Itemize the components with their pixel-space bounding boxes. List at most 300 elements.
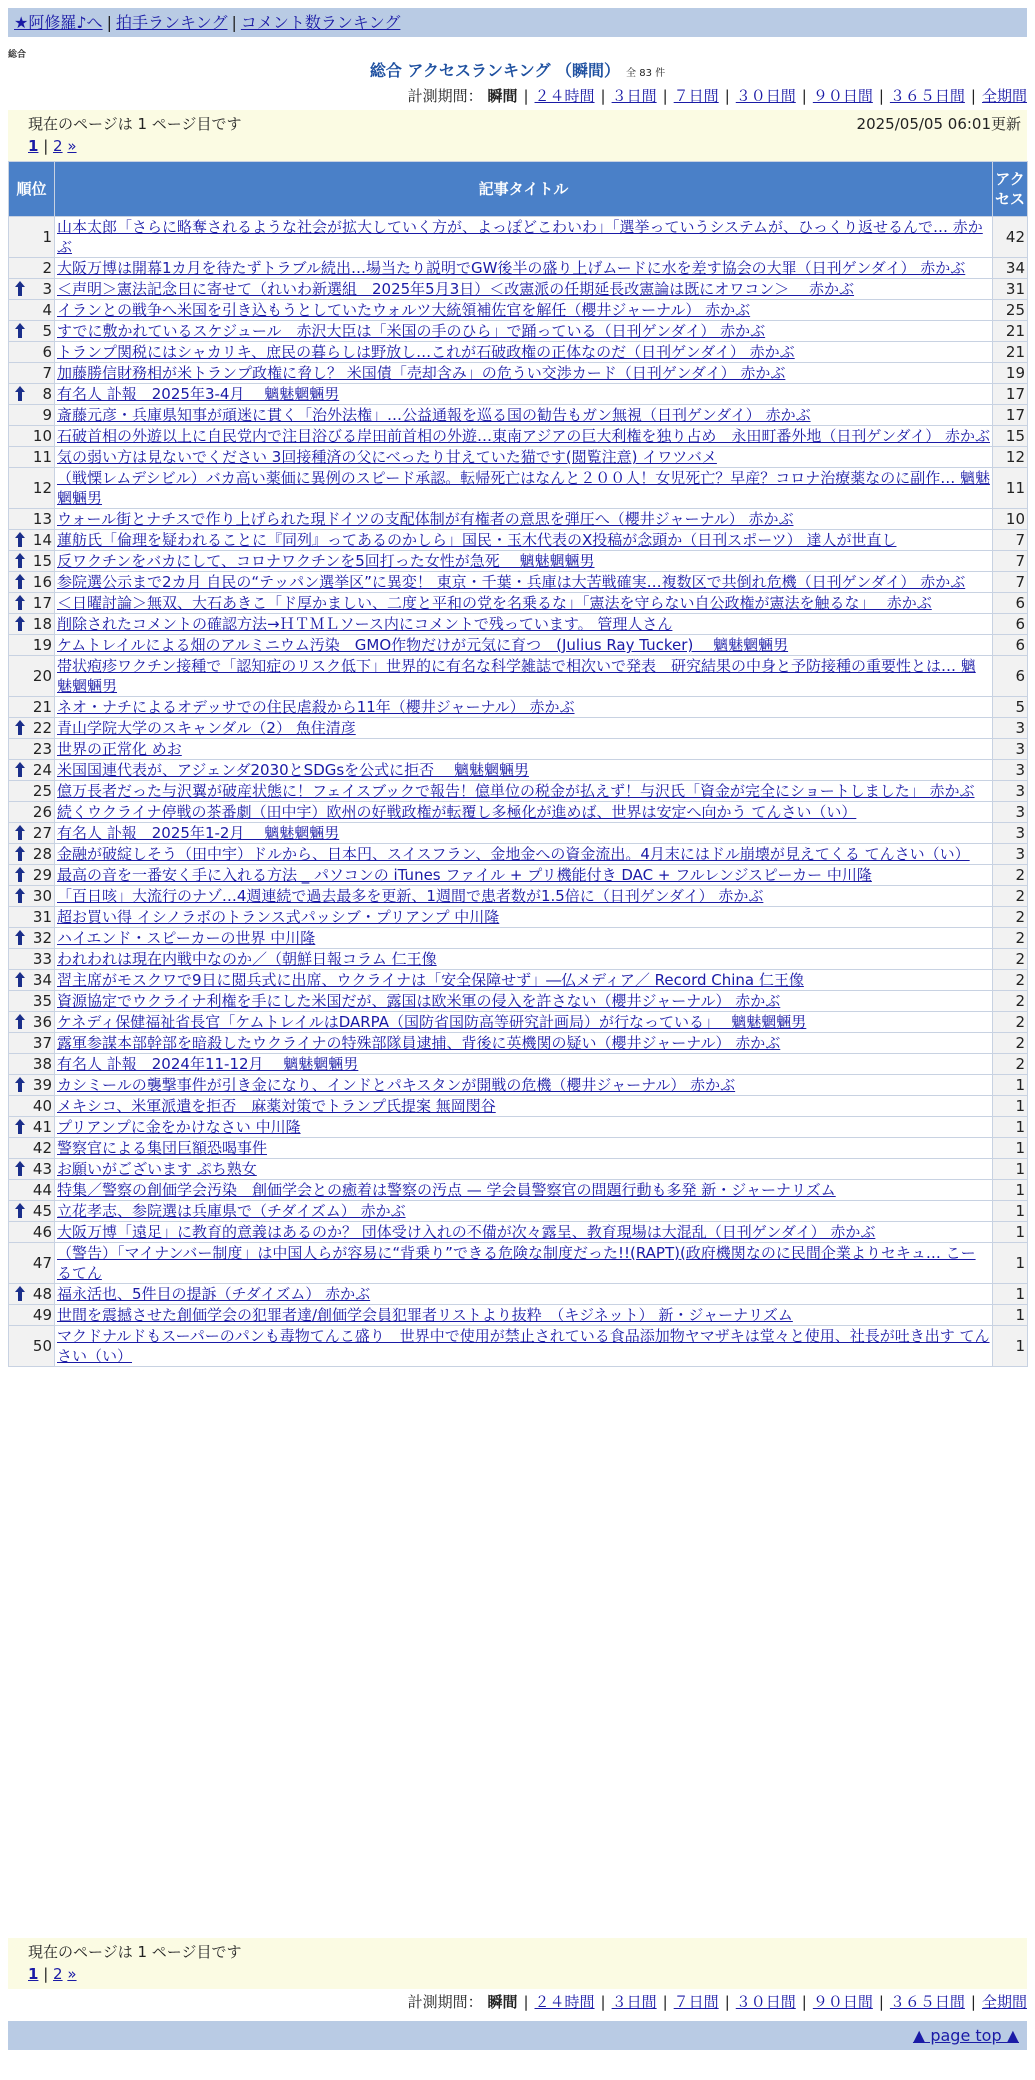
table-row: [9, 1054, 1028, 1075]
article-link[interactable]: ハイエンド・スピーカーの世界 中川隆: [57, 929, 316, 947]
title-cell: [55, 363, 993, 384]
article-link[interactable]: 加藤勝信財務相が米トランプ政権に脅し？ 米国債「売却含み」の危うい交渉カード（日刊ゲンダイ） 赤かぶ: [57, 364, 786, 382]
period-link-30d-bottom[interactable]: ３０日間: [735, 1993, 796, 2011]
table-row: [9, 1075, 1028, 1096]
rank-number: 17: [32, 594, 52, 612]
rank-number: 48: [32, 1285, 52, 1303]
rank-up-arrow-icon: [15, 386, 25, 401]
access-count: 2: [993, 1012, 1028, 1033]
article-link[interactable]: メキシコ、米軍派遣を拒否 麻薬対策でトランプ氏提案 無岡閔谷: [57, 1097, 496, 1115]
article-link[interactable]: 世界の正常化 めお: [57, 740, 182, 758]
rank-number: 11: [32, 448, 52, 466]
rank-cell: [9, 1012, 55, 1033]
rank-number: 3: [42, 280, 52, 298]
access-count: 1: [993, 1159, 1028, 1180]
access-count: 1: [993, 1326, 1028, 1367]
rank-cell: [9, 1054, 55, 1075]
article-link[interactable]: カシミールの襲撃事件が引き金になり、インドとパキスタンが開戦の危機（櫻井ジャーナル） 赤かぶ: [57, 1076, 736, 1094]
title-cell: [55, 342, 993, 363]
title-cell: [55, 1159, 993, 1180]
page-info-top: [8, 110, 1027, 161]
title-cell: [55, 1326, 993, 1367]
pager-page-2[interactable]: 2: [53, 137, 63, 155]
rank-up-arrow-icon: [15, 595, 25, 610]
access-count: 12: [993, 447, 1028, 468]
table-row: [9, 279, 1028, 300]
article-link[interactable]: 世間を震撼させた創価学会の犯罪者達/創価学会員犯罪者リストより抜粋 （キジネット） 新・ジャーナリズム: [57, 1306, 793, 1324]
article-link[interactable]: 「百日咳」大流行のナゾ…4週連続で過去最多を更新、1週間で患者数が1.5倍に（日刊ゲンダイ） 赤かぶ: [57, 887, 764, 905]
rank-cell: [9, 614, 55, 635]
article-link[interactable]: ネオ・ナチによるオデッサでの住民虐殺から11年（櫻井ジャーナル） 赤かぶ: [57, 698, 575, 716]
rank-number: 5: [42, 322, 52, 340]
rank-number: 36: [32, 1013, 52, 1031]
rank-number: 2: [42, 259, 52, 277]
rank-up-arrow-icon: [15, 825, 25, 840]
article-link[interactable]: 蓮舫氏「倫理を疑われることに『同列』ってあるのかしら」国民・玉木代表のX投稿が念頭か（日刊スポーツ） 達人が世直し: [57, 531, 897, 549]
table-row: [9, 991, 1028, 1012]
rank-cell: [9, 258, 55, 279]
access-count: 7: [993, 551, 1028, 572]
rank-number: 10: [32, 427, 52, 445]
rank-number: 25: [32, 782, 52, 800]
table-row: [9, 886, 1028, 907]
article-link[interactable]: 習主席がモスクワで9日に閲兵式に出席、ウクライナは「安全保障せず」―仏メディア／ Record China 仁王像: [57, 971, 804, 989]
rank-cell: [9, 656, 55, 697]
article-link[interactable]: （警告）「マイナンバー制度」は中国人らが容易に“背乗り”できる危険な制度だった!!(RAPT)(政府機関なのに民間企業よりセキュ… こーるてん: [57, 1244, 976, 1282]
title-cell: [55, 384, 993, 405]
article-link[interactable]: 山本太郎「さらに略奪されるような社会が拡大していく方が、よっぽどこわいわ」「選挙っていうシステムが、ひっくり返せるんで… 赤かぶ: [57, 218, 983, 256]
title-cell: [55, 760, 993, 781]
access-count: 1: [993, 1138, 1028, 1159]
rank-up-arrow-icon: [15, 930, 25, 945]
article-link[interactable]: 帯状疱疹ワクチン接種で「認知症のリスク低下」世界的に有名な科学雑誌で相次いで発表 研究結果の中身と予防接種の重要性とは… 魑魅魍魎男: [57, 657, 976, 695]
title-cell: [55, 907, 993, 928]
title-cell: [55, 572, 993, 593]
period-link-90d[interactable]: ９０日間: [812, 87, 873, 105]
table-row: [9, 530, 1028, 551]
rank-number: 43: [32, 1160, 52, 1178]
title-cell: [55, 509, 993, 530]
title-cell: [55, 928, 993, 949]
article-link[interactable]: ケムトレイルによる畑のアルミニウム汚染 GMO作物だけが元気に育つ (Julius Ray Tucker) 魑魅魍魎男: [57, 636, 789, 654]
article-link[interactable]: トランプ関税にはシャカリキ、庶民の暮らしは野放し…これが石破政権の正体なのだ（日刊ゲンダイ） 赤かぶ: [57, 343, 795, 361]
access-count: 2: [993, 949, 1028, 970]
nav-link-clap-ranking[interactable]: 拍手ランキング: [115, 13, 228, 32]
access-count: 3: [993, 739, 1028, 760]
rank-number: 47: [32, 1254, 52, 1272]
title-cell: [55, 1075, 993, 1096]
title-cell: [55, 1201, 993, 1222]
table-row: [9, 363, 1028, 384]
rank-cell: [9, 928, 55, 949]
table-row: [9, 865, 1028, 886]
access-count: 2: [993, 865, 1028, 886]
access-count: 42: [993, 217, 1028, 258]
title-cell: [55, 1284, 993, 1305]
rank-cell: [9, 1243, 55, 1284]
title-cell: [55, 1180, 993, 1201]
rank-cell: [9, 865, 55, 886]
rank-number: 24: [32, 761, 52, 779]
rank-cell: [9, 635, 55, 656]
rank-number: 13: [32, 510, 52, 528]
rank-up-arrow-icon: [15, 1077, 25, 1092]
rank-cell: [9, 279, 55, 300]
access-count: 6: [993, 635, 1028, 656]
access-count: 15: [993, 426, 1028, 447]
rank-number: 8: [42, 385, 52, 403]
page-top-link[interactable]: ▲ page top ▲: [912, 2026, 1019, 2045]
rank-number: 32: [32, 929, 52, 947]
breadcrumb: 総合: [8, 50, 27, 60]
article-link[interactable]: 反ワクチンをバカにして、コロナワクチンを5回打った女性が急死 魑魅魍魎男: [57, 552, 595, 570]
table-row: [9, 844, 1028, 865]
access-count: 21: [993, 342, 1028, 363]
rank-cell: [9, 781, 55, 802]
rank-number: 16: [32, 573, 52, 591]
access-count: 3: [993, 802, 1028, 823]
article-link[interactable]: すでに敷かれているスケジュール 赤沢大臣は「米国の手のひら」で踊っている（日刊ゲンダイ） 赤かぶ: [57, 322, 766, 340]
title-cell: [55, 718, 993, 739]
pager-page-1[interactable]: 1: [28, 137, 39, 155]
rank-cell: [9, 468, 55, 509]
period-selector-bottom: 計測期間： 瞬間 | ２４時間 | ３日間 | ７日間 | ３０日間 | ９０日間 | ３６５日間 | 全期間: [407, 1993, 1027, 2011]
rank-cell: [9, 907, 55, 928]
period-link-7d-bottom[interactable]: ７日間: [673, 1993, 719, 2011]
rank-cell: [9, 551, 55, 572]
period-link-7d[interactable]: ７日間: [673, 87, 719, 105]
rank-cell: [9, 1075, 55, 1096]
rank-up-arrow-icon: [15, 846, 25, 861]
rank-number: 18: [32, 615, 52, 633]
table-row: [9, 1096, 1028, 1117]
title-cell: [55, 865, 993, 886]
period-link-24h-bottom[interactable]: ２４時間: [534, 1993, 595, 2011]
period-link-365d-bottom[interactable]: ３６５日間: [889, 1993, 965, 2011]
page-status: 現在のページは 1 ページ目です: [28, 115, 242, 133]
pager-next[interactable]: »: [67, 137, 77, 155]
access-count: 3: [993, 781, 1028, 802]
access-count: 17: [993, 405, 1028, 426]
rank-up-arrow-icon: [15, 1161, 25, 1176]
header-rank: 順位: [9, 162, 55, 217]
article-link[interactable]: ウォール街とナチスで作り上げられた現ドイツの支配体制が有権者の意思を弾圧へ（櫻井ジャーナル） 赤かぶ: [57, 510, 794, 528]
article-link[interactable]: ＜日曜討論＞無双、大石あきこ「ド厚かましい、二度と平和の党を名乗るな」「憲法を守らない自公政権が憲法を触るな」 赤かぶ: [57, 594, 932, 612]
rank-number: 9: [42, 406, 52, 424]
table-row: [9, 551, 1028, 572]
access-count: 3: [993, 823, 1028, 844]
access-count: 1: [993, 1305, 1028, 1326]
table-row: [9, 656, 1028, 697]
rank-cell: [9, 1117, 55, 1138]
access-count: 2: [993, 886, 1028, 907]
title-cell: [55, 970, 993, 991]
article-link[interactable]: 有名人 訃報 2024年11-12月 魑魅魍魎男: [57, 1055, 359, 1073]
rank-cell: [9, 949, 55, 970]
article-link[interactable]: 有名人 訃報 2025年1-2月 魑魅魍魎男: [57, 824, 340, 842]
table-row: [9, 635, 1028, 656]
title-cell: [55, 258, 993, 279]
title-cell: [55, 300, 993, 321]
article-link[interactable]: われわれは現在内戦中なのか／（朝鮮日報コラム 仁王像: [57, 950, 437, 968]
access-count: 6: [993, 614, 1028, 635]
rank-cell: [9, 886, 55, 907]
access-count: 2: [993, 1054, 1028, 1075]
table-row: [9, 342, 1028, 363]
rank-number: 23: [32, 740, 52, 758]
rank-cell: [9, 697, 55, 718]
rank-number: 29: [32, 866, 52, 884]
rank-cell: [9, 217, 55, 258]
rank-number: 22: [32, 719, 52, 737]
title-cell: [55, 949, 993, 970]
article-link[interactable]: 警察官による集団巨額恐喝事件: [57, 1139, 268, 1157]
access-count: 2: [993, 907, 1028, 928]
rank-up-arrow-icon: [15, 1286, 25, 1301]
title-cell: [55, 739, 993, 760]
title-cell: [55, 530, 993, 551]
period-link-365d[interactable]: ３６５日間: [889, 87, 965, 105]
access-count: 21: [993, 321, 1028, 342]
rank-up-arrow-icon: [15, 867, 25, 882]
rank-cell: [9, 509, 55, 530]
article-link[interactable]: ＜声明＞憲法記念日に寄せて（れいわ新選組 2025年5月3日）＜改憲派の任期延長改憲論は既にオワコン＞ 赤かぶ: [57, 280, 855, 298]
top-navigation: ★阿修羅♪へ | 拍手ランキング | コメント数ランキング: [8, 8, 1027, 37]
period-link-all[interactable]: 全期間: [981, 87, 1027, 105]
table-row: [9, 823, 1028, 844]
article-link[interactable]: 大阪万博「遠足」に教育的意義はあるのか？ 団体受け入れの不備が次々露呈、教育現場は大混乱（日刊ゲンダイ） 赤かぶ: [57, 1223, 876, 1241]
access-count: 7: [993, 530, 1028, 551]
article-link[interactable]: （戦慄レムデシビル）バカ高い薬価に異例のスピード承認。転帰死亡はなんと２００人！女児死亡？早産？コロナ治療薬なのに副作… 魑魅魍魎男: [57, 469, 990, 507]
table-row: [9, 384, 1028, 405]
access-count: 19: [993, 363, 1028, 384]
rank-number: 49: [32, 1306, 52, 1324]
ranking-title-text: 総合 アクセスランキング （瞬間）: [369, 61, 621, 80]
table-row: [9, 781, 1028, 802]
rank-cell: [9, 342, 55, 363]
article-link[interactable]: 参院選公示まで2カ月 自民の“テッパン選挙区”に異変！ 東京・千葉・兵庫は大苦戦確実…複数区で共倒れ危機（日刊ゲンダイ） 赤かぶ: [57, 573, 966, 591]
access-count: 2: [993, 970, 1028, 991]
access-count: 25: [993, 300, 1028, 321]
rank-number: 28: [32, 845, 52, 863]
article-link[interactable]: 米国国連代表が、アジェンダ2030とSDGsを公式に拒否 魑魅魍魎男: [57, 761, 529, 779]
article-link[interactable]: 立花孝志、参院選は兵庫県で（チダイズム） 赤かぶ: [57, 1202, 406, 1220]
title-cell: [55, 426, 993, 447]
title-cell: [55, 1305, 993, 1326]
pager-top: 1 | 2 »: [28, 137, 77, 155]
title-cell: [55, 217, 993, 258]
rank-number: 26: [32, 803, 52, 821]
pager-page-2-bottom[interactable]: 2: [53, 1965, 63, 1983]
title-cell: [55, 1054, 993, 1075]
rank-number: 14: [32, 531, 52, 549]
rank-number: 34: [32, 971, 52, 989]
access-count: 2: [993, 928, 1028, 949]
article-link[interactable]: 続くウクライナ停戦の茶番劇（田中宇）欧州の好戦政権が転覆し多極化が進めば、世界は安定へ向かう てんさい（い）: [57, 803, 857, 821]
rank-number: 33: [32, 950, 52, 968]
nav-link-asyura[interactable]: ★阿修羅♪へ: [14, 13, 103, 32]
rank-cell: [9, 384, 55, 405]
access-count: 5: [993, 697, 1028, 718]
rank-cell: [9, 1326, 55, 1367]
title-cell: [55, 697, 993, 718]
rank-cell: [9, 1222, 55, 1243]
rank-cell: [9, 760, 55, 781]
period-link-30d[interactable]: ３０日間: [735, 87, 796, 105]
table-row: [9, 321, 1028, 342]
title-cell: [55, 1243, 993, 1284]
bottom-bar: [8, 2021, 1027, 2050]
title-cell: [55, 279, 993, 300]
rank-cell: [9, 1138, 55, 1159]
access-count: 3: [993, 844, 1028, 865]
rank-up-arrow-icon: [15, 281, 25, 296]
rank-cell: [9, 1096, 55, 1117]
rank-up-arrow-icon: [15, 1203, 25, 1218]
period-link-all-bottom[interactable]: 全期間: [981, 1993, 1027, 2011]
access-count: 1: [993, 1180, 1028, 1201]
table-row: [9, 217, 1028, 258]
rank-up-arrow-icon: [15, 720, 25, 735]
article-link[interactable]: 青山学院大学のスキャンダル（2） 魚住清彦: [57, 719, 356, 737]
table-row: [9, 802, 1028, 823]
rank-number: 40: [32, 1097, 52, 1115]
article-link[interactable]: 斎藤元彦・兵庫県知事が頑迷に貫く「治外法権」…公益通報を巡る国の勧告もガン無視（日刊ゲンダイ） 赤かぶ: [57, 406, 811, 424]
access-count: 3: [993, 760, 1028, 781]
rank-cell: [9, 1305, 55, 1326]
article-link[interactable]: 有名人 訃報 2025年3-4月 魑魅魍魎男: [57, 385, 340, 403]
pager-page-1-bottom[interactable]: 1: [28, 1965, 39, 1983]
access-count: 34: [993, 258, 1028, 279]
access-count: 1: [993, 1075, 1028, 1096]
rank-up-arrow-icon: [15, 888, 25, 903]
table-row: [9, 300, 1028, 321]
article-link[interactable]: マクドナルドもスーパーのパンも毒物てんこ盛り 世界中で使用が禁止されている食品添加物ヤマザキは堂々と使用、社長が吐き出す てんさい（い）: [57, 1327, 990, 1365]
rank-up-arrow-icon: [15, 574, 25, 589]
title-cell: [55, 1138, 993, 1159]
title-cell: [55, 886, 993, 907]
table-row: [9, 1201, 1028, 1222]
article-link[interactable]: 金融が破綻しそう（田中宇）ドルから、日本円、スイスフラン、金地金への資金流出。4月末にはドル崩壊が見えてくる てんさい（い）: [57, 845, 970, 863]
article-link[interactable]: お願いがございます ぷち熟女: [57, 1160, 257, 1178]
article-link[interactable]: 削除されたコメントの確認方法→ＨＴＭＬソース内にコメントで残っています。 管理人さん: [57, 615, 673, 633]
article-link[interactable]: 超お買い得 イシノラボのトランス式パッシブ・プリアンプ 中川隆: [57, 908, 500, 926]
rank-cell: [9, 1033, 55, 1054]
access-count: 3: [993, 718, 1028, 739]
table-row: [9, 468, 1028, 509]
article-link[interactable]: 億万長者だった与沢翼が破産状態に！フェイスブックで報告！億単位の税金が払えず！与沢氏「資金が完全にショートしました」 赤かぶ: [57, 782, 975, 800]
title-cell: [55, 1222, 993, 1243]
rank-number: 31: [32, 908, 52, 926]
period-link-24h[interactable]: ２４時間: [534, 87, 595, 105]
table-row: [9, 509, 1028, 530]
access-count: 1: [993, 1284, 1028, 1305]
access-count: 6: [993, 593, 1028, 614]
article-link[interactable]: 福永活也、5件目の提訴（チダイズム） 赤かぶ: [57, 1285, 371, 1303]
article-link[interactable]: 最高の音を一番安く手に入れる方法 _ パソコンの iTunes ファイル + プリ機能付き DAC + フルレンジスピーカー 中川隆: [57, 866, 872, 884]
table-row: [9, 718, 1028, 739]
article-link[interactable]: 大阪万博は開幕1カ月を待たずトラブル続出…場当たり説明でGW後半の盛り上げムードに水を差す協会の大罪（日刊ゲンダイ） 赤かぶ: [57, 259, 966, 277]
rank-up-arrow-icon: [15, 1014, 25, 1029]
updated-timestamp: 2025/05/05 06:01更新: [856, 115, 1021, 133]
pager-next-bottom[interactable]: »: [67, 1965, 77, 1983]
title-cell: [55, 1033, 993, 1054]
table-row: [9, 593, 1028, 614]
table-row: [9, 1117, 1028, 1138]
article-link[interactable]: 特集／警察の創価学会汚染 創価学会との癒着は警察の汚点 — 学会員警察官の問題行動も多発 新・ジャーナリズム: [57, 1181, 836, 1199]
rank-cell: [9, 718, 55, 739]
rank-cell: [9, 1159, 55, 1180]
rank-number: 19: [32, 636, 52, 654]
title-cell: [55, 991, 993, 1012]
rank-number: 27: [32, 824, 52, 842]
table-row: [9, 697, 1028, 718]
period-link-3d[interactable]: ３日間: [611, 87, 657, 105]
table-row: [9, 907, 1028, 928]
article-link[interactable]: イランとの戦争へ米国を引き込もうとしていたウォルツ大統領補佐官を解任（櫻井ジャーナル） 赤かぶ: [57, 301, 751, 319]
rank-up-arrow-icon: [15, 972, 25, 987]
table-row: [9, 1033, 1028, 1054]
title-cell: [55, 593, 993, 614]
article-link[interactable]: 資源協定でウクライナ利権を手にした米国だが、露国は欧米軍の侵入を許さない（櫻井ジャーナル） 赤かぶ: [57, 992, 781, 1010]
nav-link-comment-ranking[interactable]: コメント数ランキング: [240, 13, 401, 32]
table-row: [9, 1284, 1028, 1305]
rank-number: 37: [32, 1034, 52, 1052]
table-row: [9, 760, 1028, 781]
article-link[interactable]: ケネディ保健福祉省長官「ケムトレイルはDARPA（国防省国防高等研究計画局）が行なっている」 魑魅魍魎男: [57, 1013, 807, 1031]
rank-cell: [9, 530, 55, 551]
article-link[interactable]: 露軍参謀本部幹部を暗殺したウクライナの特殊部隊員逮捕、背後に英機関の疑い（櫻井ジャーナル） 赤かぶ: [57, 1034, 781, 1052]
title-cell: [55, 656, 993, 697]
rank-number: 45: [32, 1202, 52, 1220]
period-current-bottom: 瞬間: [487, 1993, 518, 2011]
access-count: 6: [993, 656, 1028, 697]
access-count: 7: [993, 572, 1028, 593]
title-cell: [55, 802, 993, 823]
table-row: [9, 1243, 1028, 1284]
article-link[interactable]: 石破首相の外遊以上に自民党内で注目浴びる岸田前首相の外遊…東南アジアの巨大利権を独り占め 永田町番外地（日刊ゲンダイ） 赤かぶ: [57, 427, 990, 445]
rank-number: 15: [32, 552, 52, 570]
title-cell: [55, 635, 993, 656]
article-link[interactable]: プリアンプに金をかけなさい 中川隆: [57, 1118, 301, 1136]
rank-number: 35: [32, 992, 52, 1010]
table-row: [9, 447, 1028, 468]
title-cell: [55, 823, 993, 844]
period-link-3d-bottom[interactable]: ３日間: [611, 1993, 657, 2011]
period-link-90d-bottom[interactable]: ９０日間: [812, 1993, 873, 2011]
rank-up-arrow-icon: [15, 553, 25, 568]
header-access: アクセス: [993, 162, 1028, 217]
rank-cell: [9, 1180, 55, 1201]
rank-number: 42: [32, 1139, 52, 1157]
total-count: 全 83 件: [626, 68, 666, 79]
table-row: [9, 1180, 1028, 1201]
access-count: 1: [993, 1222, 1028, 1243]
rank-cell: [9, 844, 55, 865]
rank-number: 7: [42, 364, 52, 382]
rank-cell: [9, 363, 55, 384]
rank-number: 44: [32, 1181, 52, 1199]
ranking-table: [8, 161, 1028, 1367]
title-cell: [55, 844, 993, 865]
title-cell: [55, 1096, 993, 1117]
rank-number: 4: [42, 301, 52, 319]
rank-number: 12: [32, 479, 52, 497]
title-cell: [55, 468, 993, 509]
rank-cell: [9, 823, 55, 844]
article-link[interactable]: 気の弱い方は見ないでください 3回接種済の父にべったり甘えていた猫です(閲覧注意) イワツバメ: [57, 448, 717, 466]
title-cell: [55, 405, 993, 426]
